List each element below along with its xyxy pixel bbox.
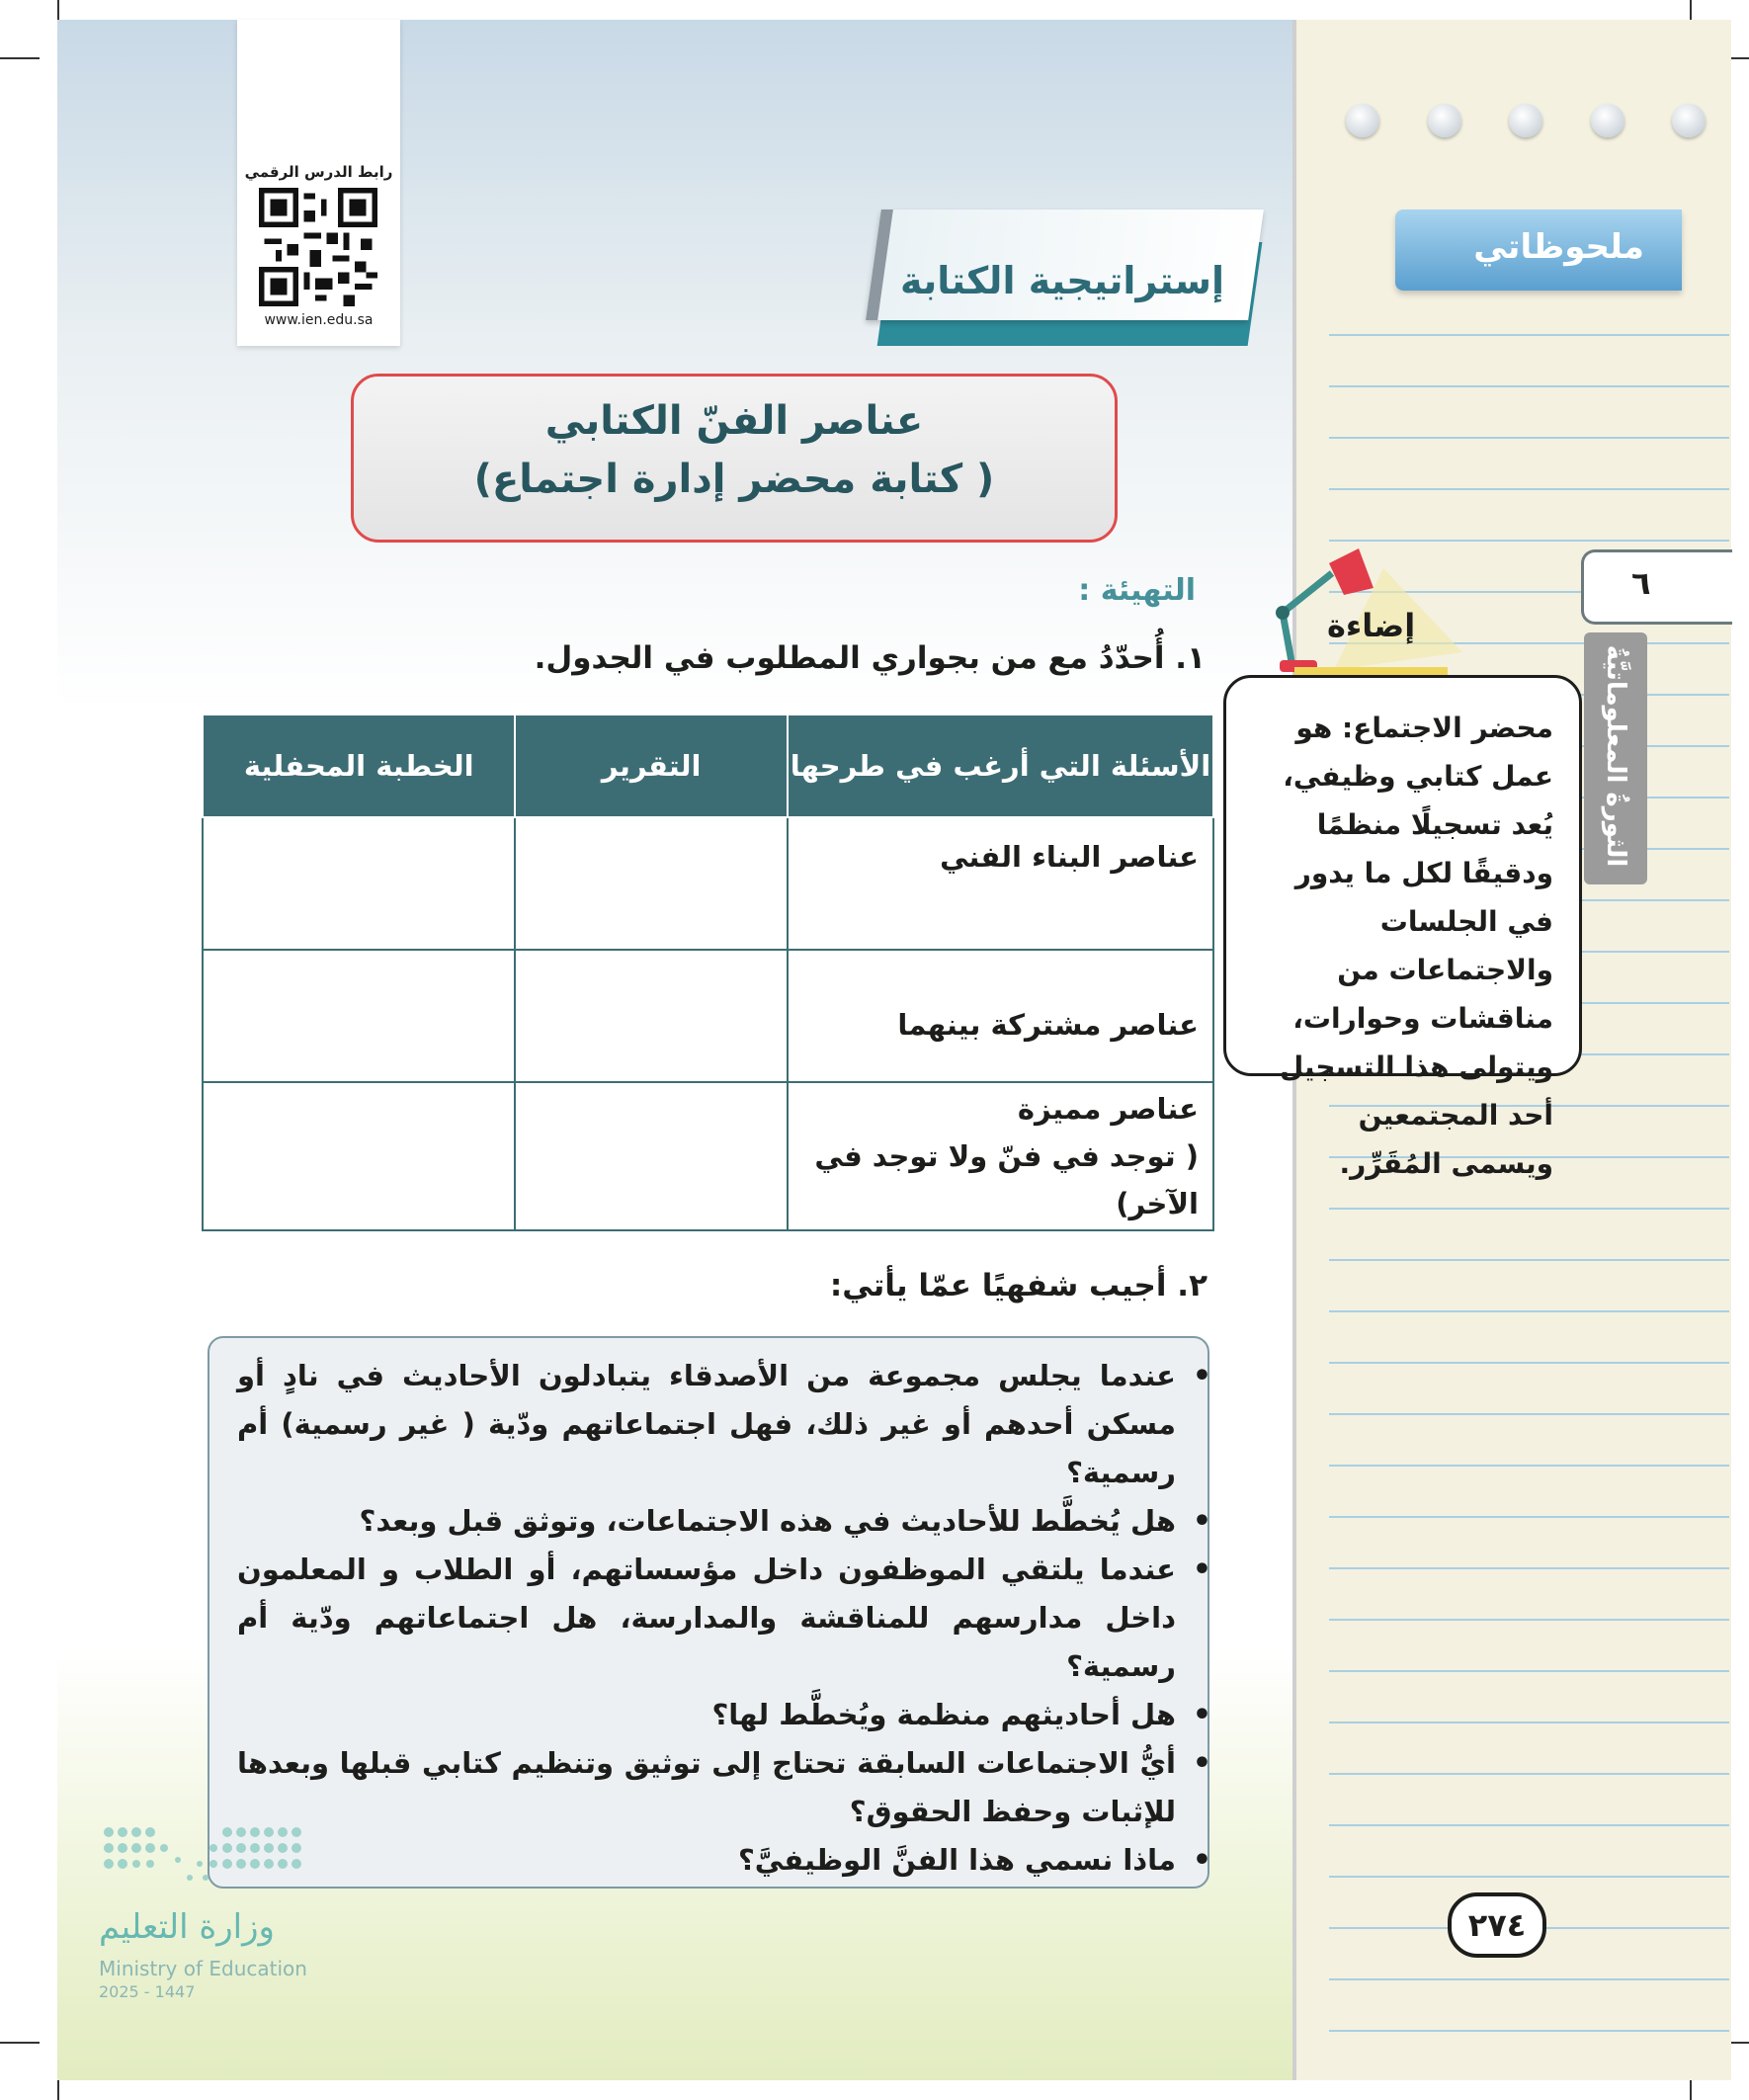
list-item: • عندما يجلس مجموعة من الأصدقاء يتبادلون الأحاديث في نادٍ أو مسكن أحدهم أو غير ذلك، فهل اجتماعاتهم ودّية ( غير رسمية) أم رسمية؟ <box>237 1352 1176 1497</box>
ruled-line <box>1329 1362 1729 1364</box>
ruled-line <box>1329 1978 1729 1980</box>
strategy-banner-title: إستراتيجية الكتابة <box>899 259 1224 302</box>
ministry-year: 2025 - 1447 <box>99 1982 196 2001</box>
ministry-name-english: Ministry of Education <box>99 1957 307 1980</box>
table-header: الخطبة المحفلية <box>203 714 515 817</box>
row-note: ( توجد في فنّ ولا توجد في الآخر) <box>814 1139 1199 1220</box>
ruled-line <box>1329 1208 1729 1210</box>
table-header: الأسئلة التي أرغب في طرحها <box>788 714 1213 817</box>
qr-url[interactable]: www.ien.edu.sa <box>264 312 374 328</box>
warmup-heading: التهيئة : <box>1078 573 1196 608</box>
table-row <box>203 817 1213 950</box>
qr-card[interactable] <box>237 20 400 346</box>
row-label: عناصر البناء الفني <box>940 840 1199 874</box>
binder-ring-icon <box>1509 104 1542 137</box>
binder-ring-icon <box>1591 104 1624 137</box>
ruled-line <box>1329 1876 1729 1878</box>
answer-cell[interactable] <box>515 950 787 1082</box>
answer-cell[interactable] <box>515 1082 787 1230</box>
list-item: • هل يُخطَّط للأحاديث في هذه الاجتماعات، وتوثق قبل وبعد؟ <box>237 1497 1176 1546</box>
ruled-line <box>1329 2030 1729 2032</box>
crop-mark <box>0 57 40 59</box>
answer-cell[interactable] <box>203 817 515 950</box>
ruled-line <box>1329 1619 1729 1621</box>
table-header: التقرير <box>515 714 787 817</box>
notes-title: ملحوظاتي <box>1473 227 1644 267</box>
page-number: ٢٧٤ <box>1448 1892 1546 1958</box>
answer-cell[interactable] <box>515 817 787 950</box>
row-label: عناصر مميزة <box>1017 1092 1199 1126</box>
unit-number: ٦ <box>1631 564 1651 602</box>
ruled-line <box>1329 1824 1729 1826</box>
unit-title-tag <box>1584 632 1647 884</box>
question-1: ١. أُحدّدُ مع من بجواري المطلوب في الجدول. <box>534 640 1206 676</box>
ruled-line <box>1329 1516 1729 1518</box>
ruled-line <box>1329 540 1729 542</box>
ruled-line <box>1329 1310 1729 1312</box>
ruled-line <box>1329 1259 1729 1261</box>
unit-number-box <box>1581 549 1732 625</box>
unit-title: الثورةُ المعلوماتيَّةُ <box>1601 644 1630 868</box>
ministry-logo-icon <box>99 1820 316 1890</box>
ruled-line <box>1329 1567 1729 1569</box>
list-item: • ماذا نسمي هذا الفنَّ الوظيفيَّ؟ <box>237 1836 1176 1885</box>
oral-questions-list <box>237 1352 1206 1885</box>
qr-code-icon[interactable] <box>259 188 377 306</box>
row-label-cell <box>788 950 1213 1082</box>
table-row <box>203 1082 1213 1230</box>
table-row <box>203 950 1213 1082</box>
ruled-line <box>1329 1722 1729 1723</box>
ruled-line <box>1329 334 1729 336</box>
question-2: ٢. أجيب شفهيًا عمّا يأتي: <box>829 1268 1208 1303</box>
lesson-subtitle: ( كتابة محضر إدارة اجتماع) <box>473 457 995 502</box>
row-label-cell <box>788 1082 1213 1230</box>
row-label-cell <box>788 817 1213 950</box>
ministry-name-arabic: وزارة التعليم <box>99 1907 275 1947</box>
qr-label: رابط الدرس الرقمي <box>244 163 393 181</box>
list-item: • هل أحاديثهم منظمة ويُخطَّط لها؟ <box>237 1691 1176 1739</box>
ruled-line <box>1329 385 1729 387</box>
highlight-label: إضاءة <box>1327 607 1416 644</box>
lesson-title: عناصر الفنّ الكتابي <box>544 398 924 444</box>
ruled-line <box>1329 488 1729 490</box>
list-item: • عندما يلتقي الموظفون داخل مؤسساتهم، أو الطلاب و المعلمون داخل مدارسهم للمناقشة والمدارسة، هل اجتماعاتهم ودّية أم رسمية؟ <box>237 1546 1176 1691</box>
ruled-line <box>1329 1773 1729 1775</box>
ruled-line <box>1329 1465 1729 1467</box>
row-label: عناصر مشتركة بينهما <box>897 1008 1199 1042</box>
answer-cell[interactable] <box>203 1082 515 1230</box>
answer-cell[interactable] <box>203 950 515 1082</box>
ruled-line <box>1329 1670 1729 1672</box>
list-item: • أيُّ الاجتماعات السابقة تحتاج إلى توثيق وتنظيم كتابي قبلها وبعدها للإثبات وحفظ الحقوق؟ <box>237 1739 1176 1836</box>
binder-ring-icon <box>1672 104 1706 137</box>
crop-mark <box>0 2042 40 2044</box>
notes-tab <box>1395 210 1682 291</box>
ruled-line <box>1329 1413 1729 1415</box>
comparison-table <box>202 714 1214 1231</box>
ruled-line <box>1329 437 1729 439</box>
binder-ring-icon <box>1428 104 1461 137</box>
highlight-text: محضر الاجتماع: هو عمل كتابي وظيفي، يُعد تسجيلًا منظمًا ودقيقًا لكل ما يدور في الجلسات والاجتماعات من مناقشات وحوارات، ويتولى هذا التسجيل أحد المجتمعين ويسمى المُقَرِّر. <box>1279 712 1553 1180</box>
binder-ring-icon <box>1346 104 1379 137</box>
